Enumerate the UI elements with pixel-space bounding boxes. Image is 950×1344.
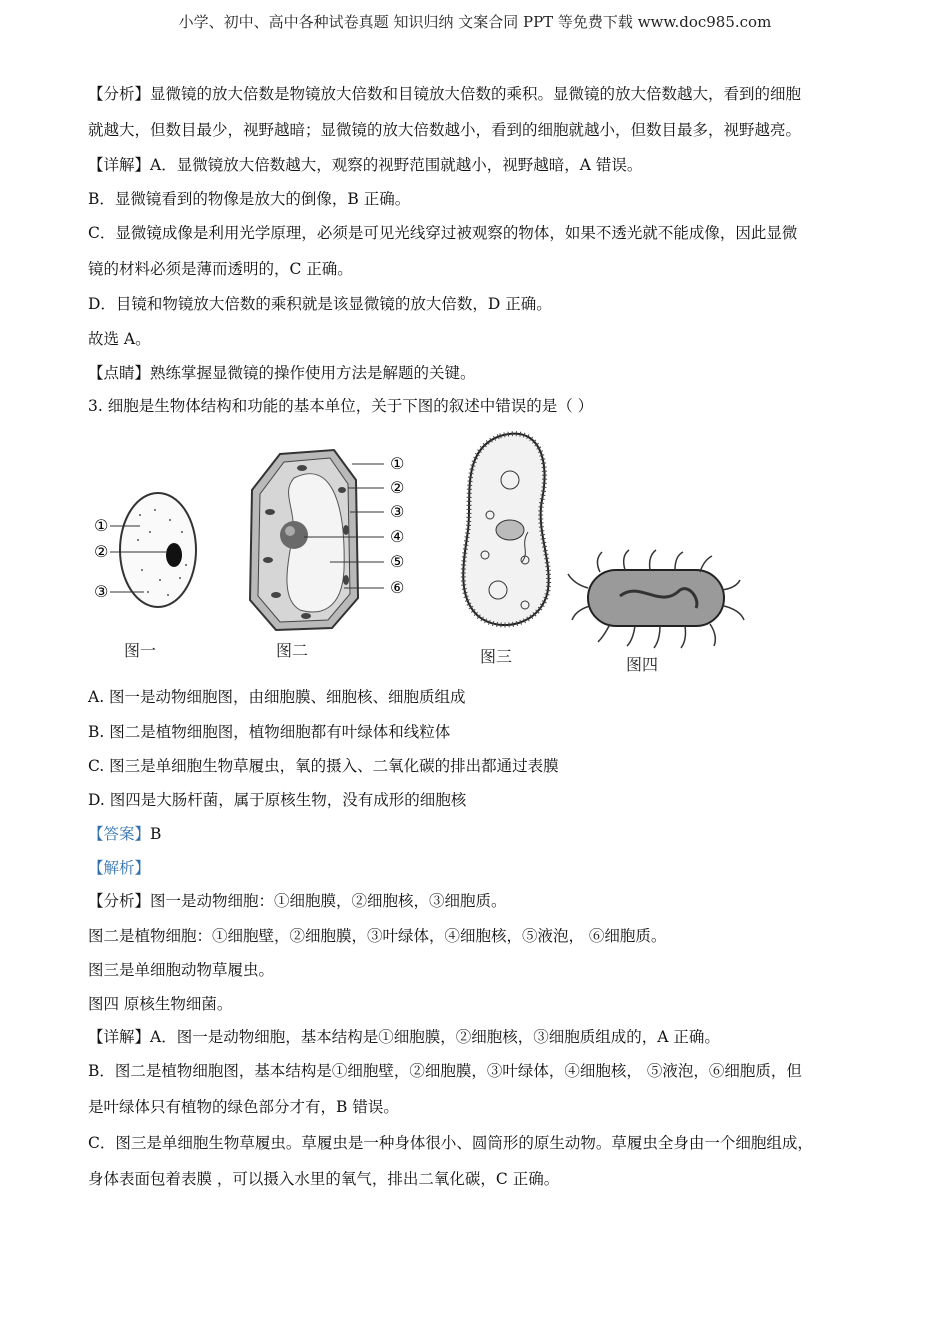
answer-label: 【答案】 [88,825,151,843]
option-d: D. 图四是大肠杆菌，属于原核生物，没有成形的细胞核 [88,791,467,809]
question-3-stem: 3. 细胞是生物体结构和功能的基本单位，关于下图的叙述中错误的是（ ） [88,397,594,415]
analysis-line: 图三是单细胞动物草履虫。 [88,961,275,979]
bacterium-diagram [568,550,744,648]
fig1-label-1: ① [94,516,109,535]
option-b: B. 图二是植物细胞图，植物细胞都有叶绿体和线粒体 [88,723,451,741]
fig2-label-6: ⑥ [390,578,405,597]
caption-fig2: 图二 [276,641,309,660]
paramecium-diagram [463,434,548,625]
page-header: 小学、初中、高中各种试卷真题 知识归纳 文案合同 PPT 等免费下载 www.doc985.com [178,13,772,31]
fig1-label-2: ② [94,542,109,561]
answer-value: B [150,825,162,843]
analysis-line: 【详解】A．图一是动物细胞，基本结构是①细胞膜，②细胞核，③细胞质组成的，A 正确。 [88,1028,720,1046]
plant-cell-diagram [250,450,384,630]
text-line: 就越大，但数目最少，视野越暗；显微镜的放大倍数越小，看到的细胞就越小，但数目最多，视野越亮。 [88,121,802,139]
analysis-line: 图四 原核生物细菌。 [88,995,233,1013]
analysis-line: C．图三是单细胞生物草履虫。草履虫是一种身体很小、圆筒形的原生动物。草履虫全身由一个细胞组成， [88,1134,813,1152]
answer-line [88,824,868,844]
analysis-line: 【分析】图一是动物细胞：①细胞膜，②细胞核，③细胞质。 [88,892,507,910]
analysis-line: 图二是植物细胞：①细胞壁，②细胞膜，③叶绿体，④细胞核，⑤液泡， ⑥细胞质。 [88,927,667,945]
cell-diagrams [80,420,760,680]
text-line: 【分析】显微镜的放大倍数是物镜放大倍数和目镜放大倍数的乘积。显微镜的放大倍数越大，看到的细胞 [88,85,802,103]
text-line: 镜的材料必须是薄而透明的，C 正确。 [88,260,353,278]
text-line: 【详解】A．显微镜放大倍数越大，观察的视野范围就越小，视野越暗，A 错误。 [88,156,643,174]
caption-fig3: 图三 [480,647,513,666]
text-line: D．目镜和物镜放大倍数的乘积就是该显微镜的放大倍数，D 正确。 [88,295,552,313]
analysis-line: 是叶绿体只有植物的绿色部分才有，B 错误。 [88,1098,399,1116]
fig1-label-3: ③ [94,582,109,601]
fig2-label-2: ② [390,478,405,497]
fig2-label-5: ⑤ [390,552,405,571]
text-line: B．显微镜看到的物像是放大的倒像，B 正确。 [88,190,411,208]
analysis-line: 身体表面包着表膜 ，可以摄入水里的氧气，排出二氧化碳，C 正确。 [88,1170,560,1188]
caption-fig4: 图四 [626,655,659,674]
text-line: 故选 A。 [88,330,151,348]
text-line: 【点睛】熟练掌握显微镜的操作使用方法是解题的关键。 [88,364,476,382]
text-line: C．显微镜成像是利用光学原理，必须是可见光线穿过被观察的物体，如果不透光就不能成像，因此显微 [88,224,798,242]
animal-cell-diagram [110,493,196,607]
fig2-label-1: ① [390,454,405,473]
option-a: A. 图一是动物细胞图，由细胞膜、细胞核、细胞质组成 [88,688,466,706]
fig2-label-4: ④ [390,527,405,546]
fig2-label-3: ③ [390,502,405,521]
analysis-line: B．图二是植物细胞图，基本结构是①细胞壁，②细胞膜，③叶绿体，④细胞核， ⑤液泡，⑥细胞质，但 [88,1062,802,1080]
analysis-label: 【解析】 [88,859,151,877]
cell-figures [80,420,760,680]
option-c: C. 图三是单细胞生物草履虫，氧的摄入、二氧化碳的排出都通过表膜 [88,757,559,775]
caption-fig1: 图一 [124,641,157,660]
